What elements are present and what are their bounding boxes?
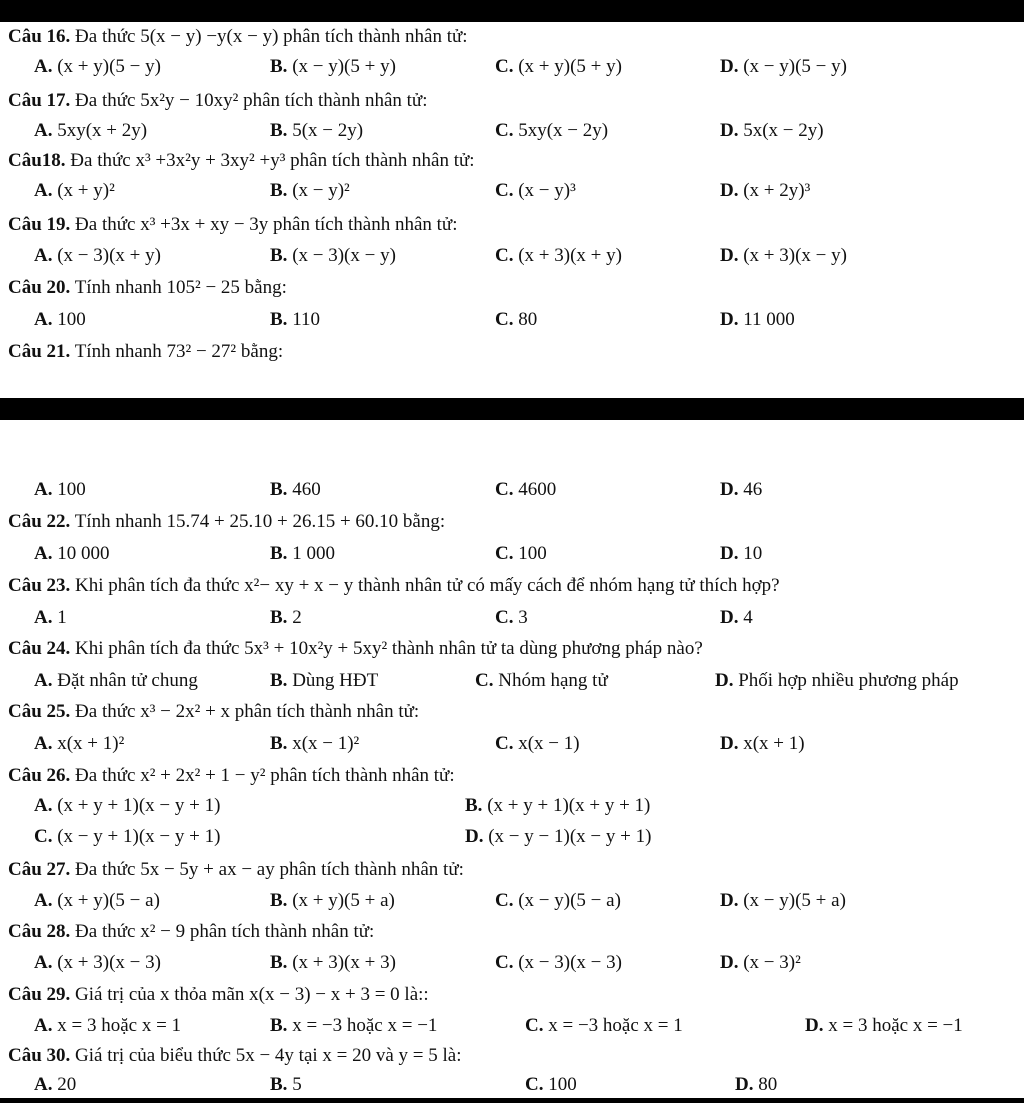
option-d[interactable]: D. (x − 3)² <box>720 952 801 973</box>
question-23-options <box>0 603 1024 633</box>
option-d[interactable]: D. (x + 2y)³ <box>720 180 811 201</box>
option-d[interactable]: D. x = 3 hoặc x = −1 <box>805 1015 963 1036</box>
option-c[interactable]: C. Nhóm hạng tử <box>475 670 608 691</box>
question-26-options-ab <box>0 791 1024 821</box>
question-22-options <box>0 539 1024 569</box>
option-a[interactable]: A. (x − 3)(x + y) <box>34 245 161 266</box>
question-30-options <box>0 1070 1024 1100</box>
option-c[interactable]: C. 80 <box>495 309 538 330</box>
question-28-stem: Câu 28. Đa thức x² − 9 phân tích thành nhân tử: <box>8 921 375 942</box>
option-d[interactable]: D. (x − y)(5 + a) <box>720 890 846 911</box>
option-d[interactable]: D. 46 <box>720 479 763 500</box>
question-23-stem: Câu 23. Khi phân tích đa thức x²− xy + x − y thành nhân tử có mấy cách để nhóm hạng tử thích hợp? <box>8 575 780 596</box>
option-d[interactable]: D. Phối hợp nhiều phương pháp <box>715 670 959 691</box>
question-18-stem: Câu18. Đa thức x³ +3x²y + 3xy² +y³ phân tích thành nhân tử: <box>8 150 475 171</box>
option-c[interactable]: C. 4600 <box>495 479 557 500</box>
option-a[interactable]: A. Đặt nhân tử chung <box>34 670 198 691</box>
option-b[interactable]: B. (x + y)(5 + a) <box>270 890 395 911</box>
question-21-options <box>0 475 1024 505</box>
question-29-stem: Câu 29. Giá trị của x thỏa mãn x(x − 3) − x + 3 = 0 là:: <box>8 984 429 1005</box>
option-c[interactable]: C. (x − y + 1)(x − y + 1) <box>34 826 221 847</box>
option-c[interactable]: C. (x + 3)(x + y) <box>495 245 622 266</box>
option-d[interactable]: D. 4 <box>720 607 753 628</box>
question-25-stem: Câu 25. Đa thức x³ − 2x² + x phân tích thành nhân tử: <box>8 701 420 722</box>
option-d[interactable]: D. 80 <box>735 1074 778 1095</box>
option-a[interactable]: A. (x + y)² <box>34 180 115 201</box>
middle-black-bar <box>0 398 1024 420</box>
question-17-stem: Câu 17. Đa thức 5x²y − 10xy² phân tích thành nhân tử: <box>8 90 428 111</box>
option-a[interactable]: A. (x + 3)(x − 3) <box>34 952 161 973</box>
option-a[interactable]: A. (x + y + 1)(x − y + 1) <box>34 795 221 816</box>
option-b[interactable]: B. (x − y)(5 + y) <box>270 56 396 77</box>
question-27-stem: Câu 27. Đa thức 5x − 5y + ax − ay phân tích thành nhân tử: <box>8 859 464 880</box>
option-d[interactable]: D. (x − y − 1)(x − y + 1) <box>465 826 652 847</box>
question-21-stem: Câu 21. Tính nhanh 73² − 27² bằng: <box>8 341 284 362</box>
option-d[interactable]: D. 5x(x − 2y) <box>720 120 824 141</box>
question-19-stem: Câu 19. Đa thức x³ +3x + xy − 3y phân tích thành nhân tử: <box>8 214 458 235</box>
question-20-options <box>0 305 1024 335</box>
option-b[interactable]: B. 5(x − 2y) <box>270 120 364 141</box>
option-d[interactable]: D. (x + 3)(x − y) <box>720 245 847 266</box>
question-28-options <box>0 948 1024 978</box>
question-19-options <box>0 241 1024 271</box>
question-29-options <box>0 1011 1024 1041</box>
option-a[interactable]: A. (x + y)(5 − a) <box>34 890 160 911</box>
option-b[interactable]: B. 110 <box>270 309 320 330</box>
option-d[interactable]: D. 11 000 <box>720 309 795 330</box>
option-d[interactable]: D. x(x + 1) <box>720 733 805 754</box>
question-20-stem: Câu 20. Tính nhanh 105² − 25 bằng: <box>8 277 287 298</box>
option-b[interactable]: B. Dùng HĐT <box>270 670 379 691</box>
option-c[interactable]: C. x = −3 hoặc x = 1 <box>525 1015 683 1036</box>
option-c[interactable]: C. 3 <box>495 607 528 628</box>
option-b[interactable]: B. (x + 3)(x + 3) <box>270 952 396 973</box>
option-a[interactable]: A. (x + y)(5 − y) <box>34 56 161 77</box>
option-b[interactable]: B. 5 <box>270 1074 302 1095</box>
question-16-stem: Câu 16. Đa thức 5(x − y) −y(x − y) phân tích thành nhân tử: <box>8 26 468 47</box>
option-c[interactable]: C. (x − 3)(x − 3) <box>495 952 622 973</box>
option-b[interactable]: B. x = −3 hoặc x = −1 <box>270 1015 438 1036</box>
question-24-stem: Câu 24. Khi phân tích đa thức 5x³ + 10x²y + 5xy² thành nhân tử ta dùng phương pháp nào? <box>8 638 703 659</box>
option-d[interactable]: D. (x − y)(5 − y) <box>720 56 847 77</box>
option-c[interactable]: C. (x − y)³ <box>495 180 576 201</box>
question-22-stem: Câu 22. Tính nhanh 15.74 + 25.10 + 26.15 + 60.10 bằng: <box>8 511 446 532</box>
option-a[interactable]: A. x(x + 1)² <box>34 733 125 754</box>
question-26-stem: Câu 26. Đa thức x² + 2x² + 1 − y² phân tích thành nhân tử: <box>8 765 455 786</box>
question-18-options <box>0 176 1024 206</box>
question-25-options <box>0 729 1024 759</box>
option-b[interactable]: B. (x + y + 1)(x + y + 1) <box>465 795 651 816</box>
question-16-options <box>0 52 1024 82</box>
option-b[interactable]: B. x(x − 1)² <box>270 733 360 754</box>
question-26-options-cd <box>0 822 1024 852</box>
option-b[interactable]: B. 460 <box>270 479 321 500</box>
option-b[interactable]: B. (x − 3)(x − y) <box>270 245 396 266</box>
option-d[interactable]: D. 10 <box>720 543 763 564</box>
question-24-options <box>0 666 1024 696</box>
option-b[interactable]: B. 2 <box>270 607 302 628</box>
question-30-stem: Câu 30. Giá trị của biểu thức 5x − 4y tại x = 20 và y = 5 là: <box>8 1045 462 1066</box>
option-a[interactable]: A. x = 3 hoặc x = 1 <box>34 1015 182 1036</box>
option-a[interactable]: A. 100 <box>34 309 86 330</box>
option-c[interactable]: C. x(x − 1) <box>495 733 580 754</box>
question-27-options <box>0 886 1024 916</box>
option-b[interactable]: B. (x − y)² <box>270 180 350 201</box>
question-17-options <box>0 116 1024 146</box>
option-a[interactable]: A. 1 <box>34 607 67 628</box>
option-b[interactable]: B. 1 000 <box>270 543 335 564</box>
option-c[interactable]: C. (x + y)(5 + y) <box>495 56 622 77</box>
option-c[interactable]: C. 100 <box>525 1074 577 1095</box>
option-c[interactable]: C. 100 <box>495 543 547 564</box>
option-c[interactable]: C. 5xy(x − 2y) <box>495 120 609 141</box>
option-a[interactable]: A. 100 <box>34 479 86 500</box>
top-black-bar <box>0 0 1024 22</box>
option-a[interactable]: A. 10 000 <box>34 543 110 564</box>
option-a[interactable]: A. 20 <box>34 1074 77 1095</box>
option-a[interactable]: A. 5xy(x + 2y) <box>34 120 148 141</box>
option-c[interactable]: C. (x − y)(5 − a) <box>495 890 621 911</box>
